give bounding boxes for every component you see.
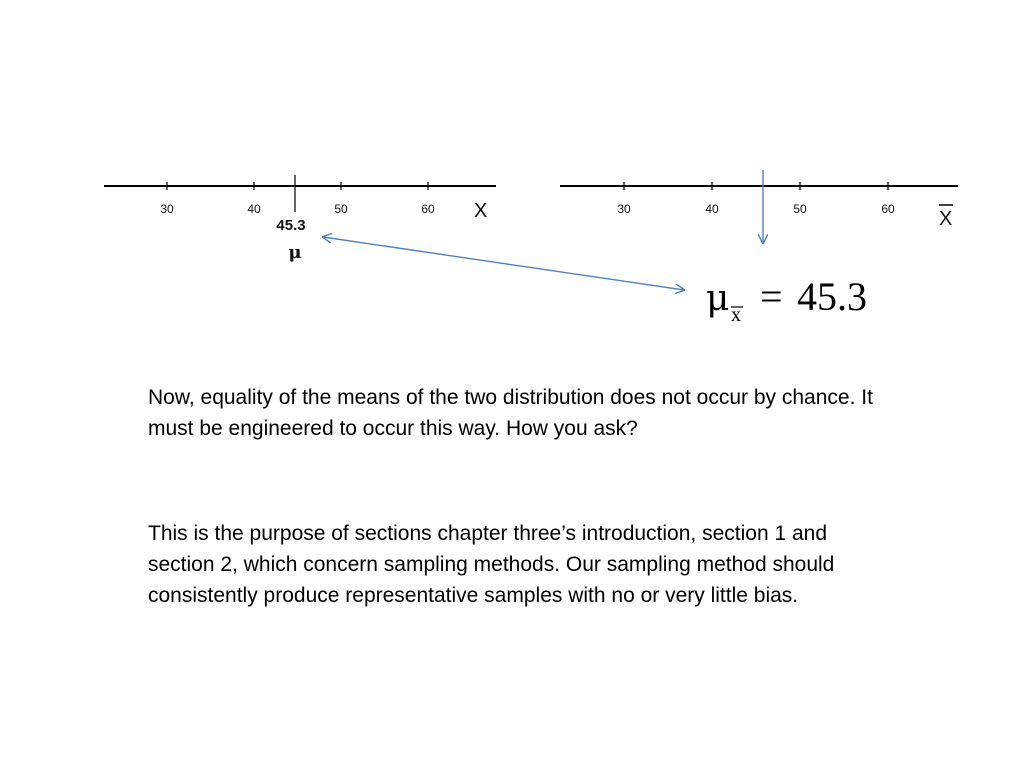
sampling-distribution-axis: [560, 182, 958, 230]
explanation-paragraph-1: Now, equality of the means of the two distribution does not occur by chance. It must be engineered to occur this way. How you ask?: [148, 386, 873, 440]
population-mean-symbol: μ: [288, 242, 302, 263]
sampling-variable-label: X: [939, 208, 953, 230]
population-tick-label: 50: [334, 202, 348, 216]
explanation-paragraph-2: This is the purpose of sections chapter three’s introduction, section 1 and section 2, which concern sampling methods. Our sampling method should consistently produce representative samples with no or very little bias.: [148, 522, 835, 607]
equation-equals: =: [760, 274, 783, 319]
sampling-tick-label: 40: [705, 202, 719, 216]
population-variable-label: X: [474, 200, 488, 222]
sampling-tick-label: 50: [793, 202, 807, 216]
sampling-tick-label: 60: [881, 202, 895, 216]
population-tick-label: 30: [160, 202, 174, 216]
equality-double-arrow: [323, 237, 684, 290]
equation-mu-symbol: μ: [706, 278, 730, 319]
equation-subscript: x: [731, 304, 741, 326]
mean-equation: [706, 274, 867, 326]
sampling-tick-label: 30: [617, 202, 631, 216]
equation-value: 45.3: [797, 274, 867, 319]
population-mean-value: 45.3: [276, 217, 306, 234]
population-tick-label: 60: [421, 202, 435, 216]
population-tick-label: 40: [247, 202, 261, 216]
population-axis: [104, 175, 496, 263]
